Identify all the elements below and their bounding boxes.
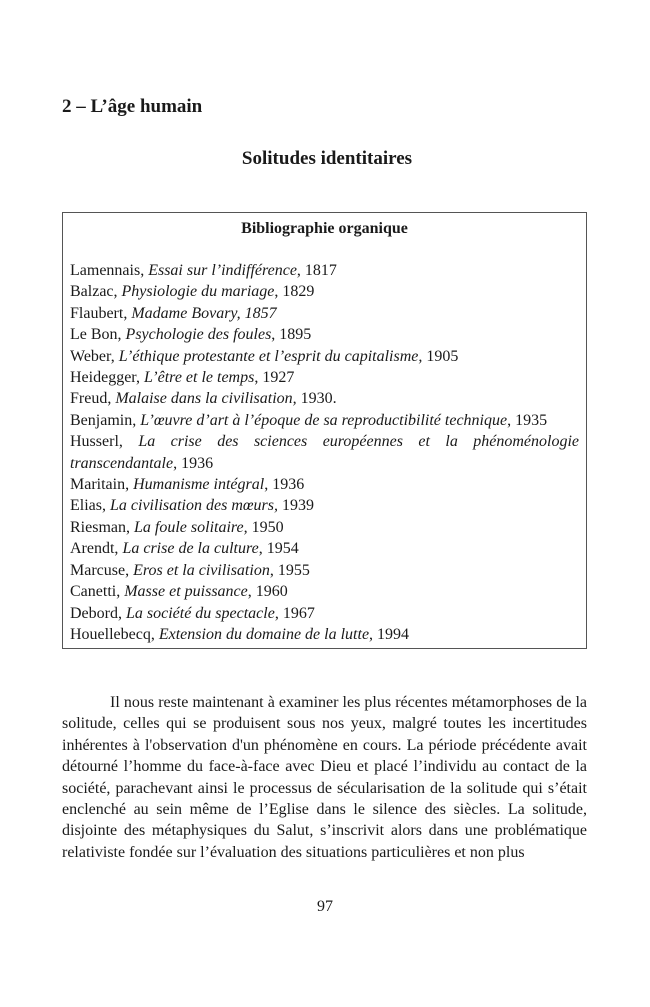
bibliography-entry xyxy=(70,624,579,645)
entry-author: Husserl, xyxy=(70,433,139,451)
entry-work: Masse et puissance xyxy=(124,583,248,601)
entry-work: La société du spectacle xyxy=(125,604,275,622)
bibliography-entry xyxy=(70,431,579,474)
bibliography-box xyxy=(62,212,587,649)
entry-author: Maritain, xyxy=(70,476,134,494)
entry-rest: 1939 xyxy=(278,497,315,515)
entry-author: Canetti, xyxy=(70,583,125,601)
body-paragraph: Il nous reste maintenant à examiner les plus récentes métamorphoses de la solitude, celles qui se produisent sous nos yeux, malgré toutes les incertitudes inhérentes à l'observation d'un phénomène en cours. La période précédente avait détourné l’homme du face-à-face avec Dieu et placé l’individu au contact de la société, parachevant ainsi le processus de sécularisation de la solitude qui s’était enclenché au sein même de l’Eglise dans le silence des siècles. La solitude, disjointe des métaphysiques du Salut, s’inscrivit alors dans une problématique relativiste fondée sur l’évaluation des situations particulières et non plus xyxy=(62,694,587,861)
entry-author: Arendt, xyxy=(70,540,123,558)
bibliography-entry xyxy=(70,410,579,431)
bibliography-entry xyxy=(70,560,579,581)
entry-work: L’œuvre d’art à l’époque de sa reproductibilité technique xyxy=(140,411,508,429)
entry-rest: , 1960 xyxy=(247,583,288,601)
entry-work: Madame Bovary, 1857 xyxy=(131,304,277,322)
entry-work: Extension du domaine de la lutte xyxy=(158,625,370,643)
bibliography-entry xyxy=(70,495,579,516)
bibliography-entry xyxy=(70,581,579,602)
entry-work: Physiologie du mariage xyxy=(121,283,275,301)
bibliography-entry xyxy=(70,388,579,409)
bibliography-entry xyxy=(70,538,579,559)
page-number: 97 xyxy=(317,898,333,915)
bibliography-entry xyxy=(70,517,579,538)
entry-author: Lamennais, xyxy=(70,262,149,279)
entry-author: Elias, xyxy=(70,497,110,515)
entry-rest: , 1927 xyxy=(254,369,295,387)
entry-rest: , 1955 xyxy=(269,561,310,579)
entry-rest: , 1829 xyxy=(274,283,315,301)
entry-author: Freud, xyxy=(70,390,116,408)
entry-rest: , 1936 xyxy=(264,476,305,494)
entry-work: Humanisme intégral xyxy=(133,476,265,494)
entry-rest: 1930. xyxy=(296,390,337,408)
entry-work: La civilisation des mœurs, xyxy=(110,497,279,515)
bibliography-entry xyxy=(70,303,579,324)
bibliography-entry xyxy=(70,367,579,388)
entry-work: L’éthique protestante et l’esprit du capitalisme, xyxy=(118,347,423,365)
entry-work: L’être et le temps xyxy=(144,369,255,387)
entry-work: La crise de la culture xyxy=(122,540,259,558)
entry-author: Balzac, xyxy=(70,283,122,301)
entry-rest: , 1994 xyxy=(369,625,410,643)
entry-author: Debord, xyxy=(70,604,126,622)
entry-work: La crise des sciences européennes et la phénoménologie transcendantale xyxy=(70,433,580,472)
bibliography-entry xyxy=(70,474,579,495)
entry-rest: , 1967 xyxy=(274,604,315,622)
bibliography-list xyxy=(70,260,579,645)
entry-rest: , 1817 xyxy=(296,262,337,279)
entry-work: Malaise dans la civilisation, xyxy=(115,390,297,408)
entry-rest: , 1895 xyxy=(271,326,312,344)
entry-work: La foule solitaire, xyxy=(134,518,248,536)
chapter-heading: 2 – L’âge humain xyxy=(62,96,203,117)
entry-rest: , 1954 xyxy=(258,540,299,558)
bibliography-entry xyxy=(70,346,579,367)
entry-author: Houellebecq, xyxy=(70,625,159,643)
entry-author: Weber, xyxy=(70,347,119,365)
entry-author: Marcuse, xyxy=(70,561,134,579)
entry-rest: 1950 xyxy=(247,518,284,536)
entry-rest: , 1936 xyxy=(173,454,214,472)
entry-author: Le Bon, xyxy=(70,326,126,344)
entry-author: Flaubert, xyxy=(70,304,132,322)
bibliography-entry xyxy=(70,603,579,624)
entry-work: Psychologie des foules xyxy=(125,326,272,344)
entry-author: Heidegger, xyxy=(70,369,144,387)
entry-rest: 1905 xyxy=(422,347,459,365)
entry-work: Eros et la civilisation xyxy=(133,561,270,579)
bibliography-entry xyxy=(70,281,579,302)
bibliography-title: Bibliographie organique xyxy=(241,220,408,237)
bibliography-entry xyxy=(70,260,579,281)
bibliography-entry xyxy=(70,324,579,345)
section-title: Solitudes identitaires xyxy=(241,148,413,169)
entry-work: Essai sur l’indifférence xyxy=(148,262,297,279)
entry-rest: , 1935 xyxy=(507,411,548,429)
entry-author: Riesman, xyxy=(70,518,134,536)
entry-author: Benjamin, xyxy=(70,411,141,429)
